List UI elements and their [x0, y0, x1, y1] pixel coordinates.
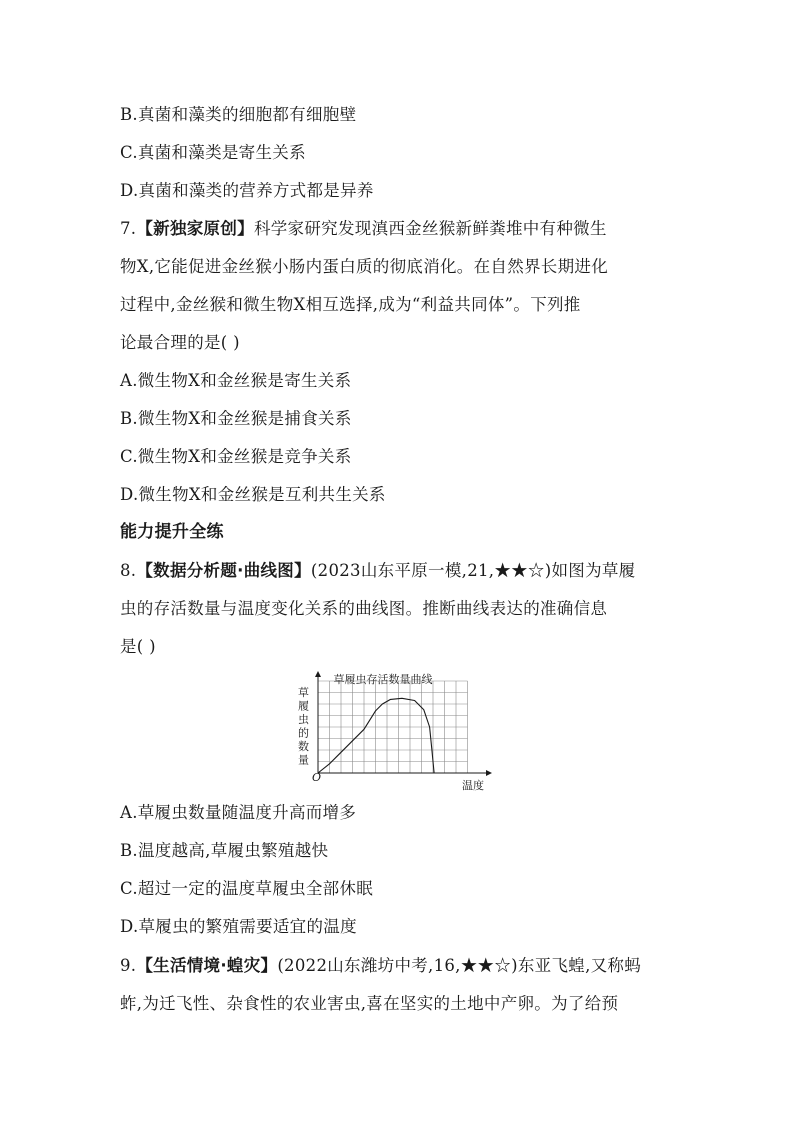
question-7-text: 科学家研究发现滇西金丝猴新鲜粪堆中有种微生	[253, 219, 607, 238]
question-9-line-2: 蚱,为迁飞性、杂食性的农业害虫,喜在坚实的土地中产卵。为了给预	[120, 994, 619, 1013]
chart-y-label-char: 的	[298, 726, 309, 740]
question-9-line-1	[120, 955, 641, 977]
option-b-q8: B.温度越高,草履虫繁殖越快	[120, 841, 329, 860]
chart-origin-label: O	[312, 771, 322, 784]
chart-y-label-char: 数	[298, 740, 309, 753]
question-8-line-3: 是( )	[120, 637, 156, 656]
question-8-number: 8.	[120, 561, 137, 580]
option-c-q6: C.真菌和藻类是寄生关系	[120, 143, 306, 162]
question-7-line-4: 论最合理的是( )	[120, 333, 240, 352]
section-heading: 能力提升全练	[120, 522, 224, 542]
question-8-text: (2023山东平原一模,21,★★☆)如图为草履	[310, 561, 636, 580]
chart-y-label-char: 量	[298, 753, 309, 767]
option-a-q8: A.草履虫数量随温度升高而增多	[120, 803, 357, 822]
question-9-number: 9.	[120, 956, 137, 975]
question-9-tag: 【生活情境·蝗灾】	[136, 956, 278, 975]
question-8-line-2: 虫的存活数量与温度变化关系的曲线图。推断曲线表达的准确信息	[120, 599, 608, 618]
chart-y-axis-arrow	[315, 671, 321, 677]
question-7-number: 7.	[120, 219, 137, 238]
question-7-line-1	[120, 218, 607, 240]
option-d-q8: D.草履虫的繁殖需要适宜的温度	[120, 917, 357, 936]
chart-svg	[296, 668, 496, 794]
chart-y-axis-label	[298, 685, 309, 767]
option-d-q7: D.微生物X和金丝猴是互利共生关系	[120, 485, 386, 504]
chart-y-label-char: 草	[298, 686, 309, 699]
question-7-tag: 【新独家原创】	[136, 219, 254, 238]
chart-title: 草履虫存活数量曲线	[333, 673, 433, 686]
option-b-q6: B.真菌和藻类的细胞都有细胞壁	[120, 105, 357, 124]
chart-x-axis-label: 温度	[462, 779, 484, 792]
paramecium-survival-chart	[296, 668, 496, 794]
question-9-text: (2022山东潍坊中考,16,★★☆)东亚飞蝗,又称蚂	[277, 956, 642, 975]
option-a-q7: A.微生物X和金丝猴是寄生关系	[120, 371, 352, 390]
question-8-line-1	[120, 560, 635, 582]
option-d-q6: D.真菌和藻类的营养方式都是异养	[120, 181, 374, 200]
chart-x-axis-arrow	[486, 770, 492, 776]
chart-grid	[318, 681, 468, 773]
option-c-q8: C.超过一定的温度草履虫全部休眠	[120, 879, 374, 898]
chart-axes	[315, 671, 492, 776]
option-b-q7: B.微生物X和金丝猴是捕食关系	[120, 409, 352, 428]
question-7-line-3: 过程中,金丝猴和微生物X相互选择,成为“利益共同体”。下列推	[120, 295, 581, 314]
question-7-line-2: 物X,它能促进金丝猴小肠内蛋白质的彻底消化。在自然界长期进化	[120, 257, 608, 276]
chart-y-label-char: 虫	[298, 713, 309, 726]
question-8-tag: 【数据分析题·曲线图】	[136, 561, 311, 580]
option-c-q7: C.微生物X和金丝猴是竞争关系	[120, 447, 352, 466]
chart-y-label-char: 履	[298, 699, 309, 713]
